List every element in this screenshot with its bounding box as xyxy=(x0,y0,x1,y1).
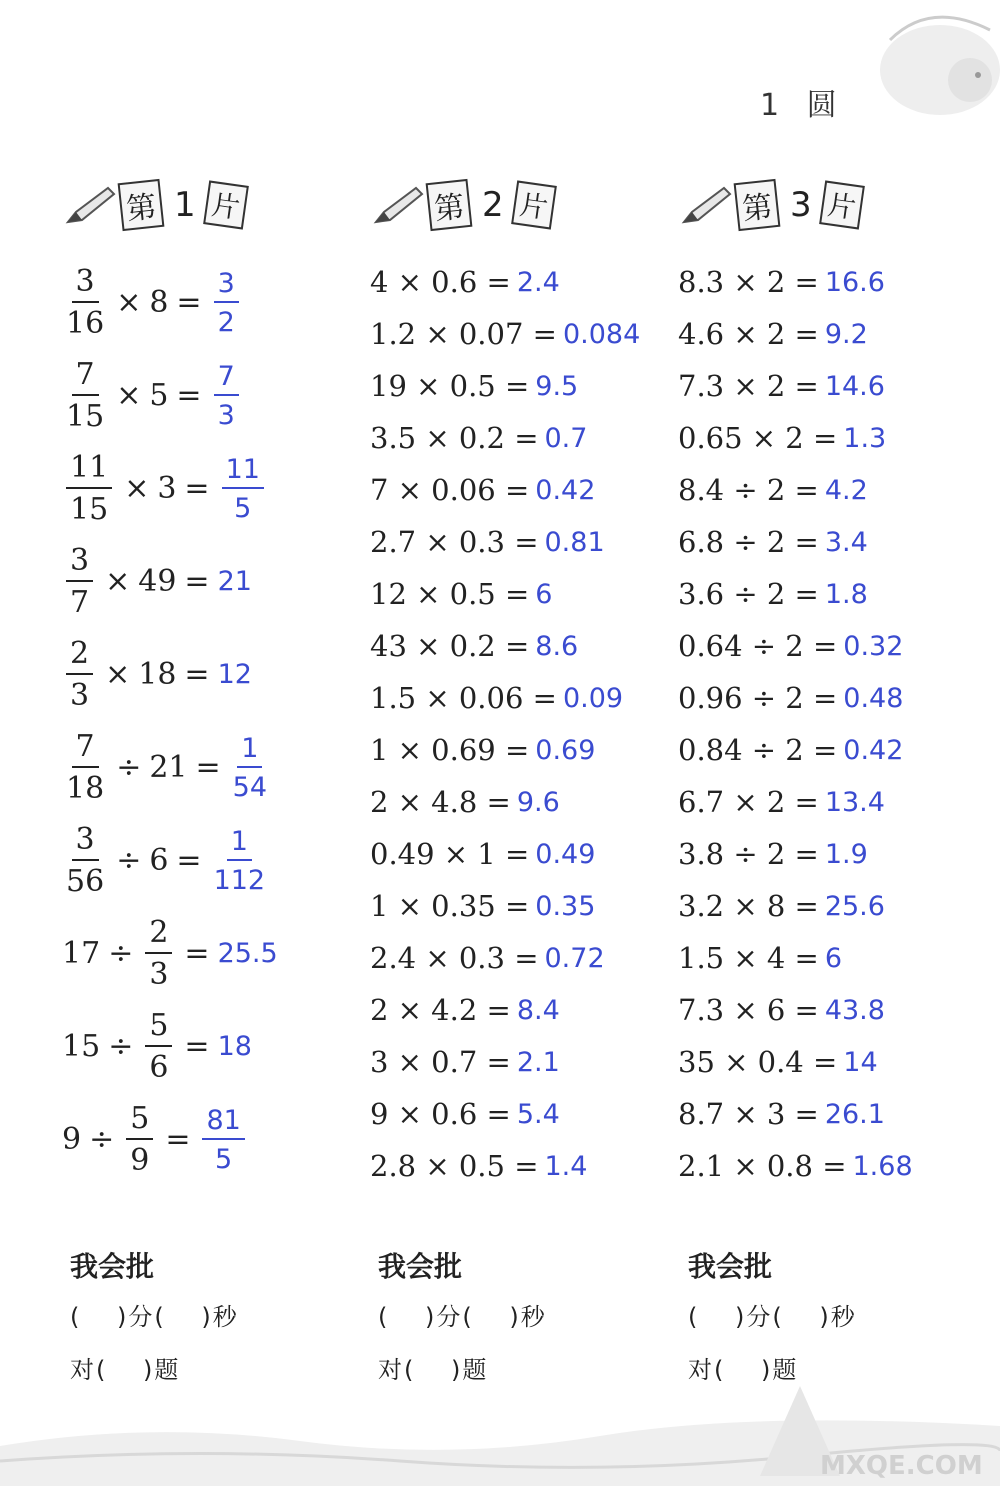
operator: × xyxy=(116,378,142,413)
answer: 1.3 xyxy=(843,422,887,454)
fraction xyxy=(66,263,105,341)
operand: 18 xyxy=(138,657,177,692)
problem-row xyxy=(370,880,670,932)
answer: 0.42 xyxy=(535,474,596,506)
operand: 5 xyxy=(149,378,169,413)
day-3-prefix: 第 xyxy=(734,179,781,231)
answer: 2.1 xyxy=(516,1046,560,1078)
numerator: 11 xyxy=(66,453,112,489)
problem-row xyxy=(370,620,670,672)
day-2-suffix: 片 xyxy=(511,180,557,229)
fraction xyxy=(66,542,93,620)
problem-row xyxy=(62,442,362,535)
equals-sign: = xyxy=(184,471,210,506)
problem-row xyxy=(370,1036,670,1088)
numerator: 2 xyxy=(145,918,172,954)
problem-row xyxy=(370,672,670,724)
answer: 2.4 xyxy=(516,266,560,298)
answer: 0.35 xyxy=(535,890,596,922)
fraction xyxy=(66,728,105,806)
problem-row xyxy=(678,828,978,880)
problem-row xyxy=(370,464,670,516)
problem-row xyxy=(678,308,978,360)
answer: 43.8 xyxy=(824,994,885,1026)
review-time: ( )分( )秒 xyxy=(70,1303,239,1331)
fraction xyxy=(126,1100,153,1178)
problem-row xyxy=(62,628,362,721)
question: 8.3 × 2 = xyxy=(678,265,819,299)
answer: 14 xyxy=(843,1046,878,1078)
operand: 49 xyxy=(138,564,177,599)
day-3-problems xyxy=(678,256,978,1192)
operator: ÷ xyxy=(108,1029,134,1064)
problem-row xyxy=(370,412,670,464)
problem-row xyxy=(62,1000,362,1093)
pencil-icon xyxy=(62,182,118,228)
equals-sign: = xyxy=(195,750,221,785)
denominator: 3 xyxy=(149,956,169,992)
problem-row xyxy=(678,516,978,568)
operator: × xyxy=(105,657,131,692)
day-1-prefix: 第 xyxy=(118,179,165,231)
numerator: 3 xyxy=(72,267,99,303)
day-1-number: 1 xyxy=(174,185,196,225)
question: 4.6 × 2 = xyxy=(678,317,819,351)
problem-row xyxy=(62,814,362,907)
day-3-suffix: 片 xyxy=(819,180,865,229)
equals-sign: = xyxy=(184,936,210,971)
answer: 0.09 xyxy=(562,682,624,714)
day-1-suffix: 片 xyxy=(203,180,249,229)
problem-row xyxy=(62,721,362,814)
question: 0.65 × 2 = xyxy=(678,421,838,455)
problem-row xyxy=(370,724,670,776)
problem-row xyxy=(370,308,670,360)
problem-row xyxy=(678,568,978,620)
problem-row xyxy=(678,256,978,308)
question: 0.64 ÷ 2 = xyxy=(678,629,838,663)
problem-row xyxy=(370,776,670,828)
problem-row xyxy=(678,360,978,412)
question: 43 × 0.2 = xyxy=(370,629,530,663)
day-1-column xyxy=(62,170,362,1186)
question: 35 × 0.4 = xyxy=(678,1045,838,1079)
numerator: 11 xyxy=(222,456,264,489)
equals-sign: = xyxy=(176,843,202,878)
operator: ÷ xyxy=(89,1122,115,1157)
unit-label: 圆 xyxy=(806,88,837,123)
answer: 25.6 xyxy=(824,890,885,922)
equals-sign: = xyxy=(165,1122,191,1157)
problem-row xyxy=(62,1093,362,1186)
answer-fraction xyxy=(213,825,266,896)
question: 7 × 0.06 = xyxy=(370,473,530,507)
review-title: 我会批 xyxy=(378,1250,463,1283)
operand: 17 xyxy=(62,936,101,971)
question: 2.4 × 0.3 = xyxy=(370,941,539,975)
day-2-column xyxy=(370,170,670,1192)
denominator: 5 xyxy=(215,1143,233,1175)
denominator: 9 xyxy=(130,1142,150,1178)
operand: 15 xyxy=(62,1029,101,1064)
question: 1 × 0.35 = xyxy=(370,889,530,923)
question: 19 × 0.5 = xyxy=(370,369,530,403)
review-correct: 对( )题 xyxy=(70,1356,181,1384)
watermark-text: MXQE.COM xyxy=(820,1451,983,1481)
problem-row xyxy=(62,535,362,628)
numerator: 5 xyxy=(126,1104,153,1140)
answer: 4.2 xyxy=(824,474,868,506)
answer: 12 xyxy=(217,659,252,690)
denominator: 3 xyxy=(217,399,235,431)
day-2-number: 2 xyxy=(482,185,504,225)
operator: × xyxy=(124,471,150,506)
day-1-title xyxy=(62,170,362,240)
fraction xyxy=(66,356,105,434)
operand: 3 xyxy=(157,471,177,506)
operand: 21 xyxy=(149,750,188,785)
answer: 16.6 xyxy=(824,266,885,298)
fraction xyxy=(66,449,112,527)
numerator: 1 xyxy=(227,828,252,861)
answer: 14.6 xyxy=(824,370,885,402)
fraction xyxy=(66,635,93,713)
answer: 9.5 xyxy=(535,370,579,402)
answer: 25.5 xyxy=(217,938,278,969)
answer: 6 xyxy=(535,578,553,610)
question: 3.6 ÷ 2 = xyxy=(678,577,819,611)
problem-row xyxy=(678,1036,978,1088)
denominator: 7 xyxy=(70,584,90,620)
denominator: 15 xyxy=(66,398,105,434)
page-header xyxy=(760,80,855,124)
day-3-number: 3 xyxy=(790,185,812,225)
answer: 8.4 xyxy=(516,994,560,1026)
question: 3.2 × 8 = xyxy=(678,889,819,923)
review-title: 我会批 xyxy=(70,1250,155,1283)
problem-row xyxy=(370,984,670,1036)
question: 6.7 × 2 = xyxy=(678,785,819,819)
numerator: 5 xyxy=(145,1011,172,1047)
question: 1.5 × 0.06 = xyxy=(370,681,557,715)
numerator: 7 xyxy=(72,360,99,396)
question: 12 × 0.5 = xyxy=(370,577,530,611)
equals-sign: = xyxy=(176,378,202,413)
question: 3 × 0.7 = xyxy=(370,1045,511,1079)
denominator: 56 xyxy=(66,863,105,899)
answer: 0.81 xyxy=(544,526,605,558)
question: 0.49 × 1 = xyxy=(370,837,530,871)
review-correct: 对( )题 xyxy=(378,1356,489,1384)
answer: 1.9 xyxy=(824,838,868,870)
problem-row xyxy=(370,516,670,568)
problem-row xyxy=(370,360,670,412)
question: 7.3 × 6 = xyxy=(678,993,819,1027)
denominator: 54 xyxy=(232,771,268,803)
denominator: 5 xyxy=(234,492,252,524)
problem-row xyxy=(370,256,670,308)
answer: 0.48 xyxy=(843,682,904,714)
question: 1.2 × 0.07 = xyxy=(370,317,557,351)
problem-row xyxy=(678,620,978,672)
review-time: ( )分( )秒 xyxy=(378,1303,547,1331)
problem-row xyxy=(370,1088,670,1140)
question: 3.8 ÷ 2 = xyxy=(678,837,819,871)
operand: 8 xyxy=(149,285,169,320)
operator: × xyxy=(105,564,131,599)
question: 9 × 0.6 = xyxy=(370,1097,511,1131)
problem-row xyxy=(62,256,362,349)
numerator: 2 xyxy=(66,639,93,675)
answer: 21 xyxy=(217,566,252,597)
denominator: 16 xyxy=(66,305,105,341)
problem-row xyxy=(370,1140,670,1192)
question: 0.96 ÷ 2 = xyxy=(678,681,838,715)
problem-row xyxy=(678,1088,978,1140)
answer-fraction xyxy=(202,1104,244,1175)
review-title: 我会批 xyxy=(688,1250,773,1283)
answer: 0.7 xyxy=(544,422,588,454)
day-3-title xyxy=(678,170,978,240)
answer-fraction xyxy=(214,360,239,431)
answer: 0.69 xyxy=(535,734,596,766)
question: 8.7 × 3 = xyxy=(678,1097,819,1131)
operator: ÷ xyxy=(108,936,134,971)
question: 2.1 × 0.8 = xyxy=(678,1149,847,1183)
problem-row xyxy=(678,984,978,1036)
problem-row xyxy=(678,932,978,984)
question: 8.4 ÷ 2 = xyxy=(678,473,819,507)
answer: 8.6 xyxy=(535,630,579,662)
question: 0.84 ÷ 2 = xyxy=(678,733,838,767)
day-2-problems xyxy=(370,256,670,1192)
answer: 9.6 xyxy=(516,786,560,818)
question: 2 × 4.2 = xyxy=(370,993,511,1027)
day-2-prefix: 第 xyxy=(426,179,473,231)
answer: 1.8 xyxy=(824,578,868,610)
equals-sign: = xyxy=(184,564,210,599)
answer: 5.4 xyxy=(516,1098,560,1130)
problem-row xyxy=(370,828,670,880)
day-3-column xyxy=(678,170,978,1192)
problem-row xyxy=(678,412,978,464)
denominator: 3 xyxy=(70,677,90,713)
answer: 1.4 xyxy=(544,1150,588,1182)
question: 2 × 4.8 = xyxy=(370,785,511,819)
answer: 0.32 xyxy=(843,630,904,662)
numerator: 3 xyxy=(214,270,239,303)
page-number: 1 xyxy=(760,88,780,123)
answer: 6 xyxy=(824,942,843,974)
problem-row xyxy=(62,907,362,1000)
problem-row xyxy=(678,776,978,828)
numerator: 3 xyxy=(72,825,99,861)
fraction xyxy=(66,821,105,899)
denominator: 6 xyxy=(149,1049,169,1085)
pencil-icon xyxy=(678,182,734,228)
problem-row xyxy=(678,1140,978,1192)
answer: 0.084 xyxy=(562,318,641,350)
question: 1.5 × 4 = xyxy=(678,941,819,975)
bottom-landscape-illustration xyxy=(0,1366,1000,1486)
question: 2.8 × 0.5 = xyxy=(370,1149,539,1183)
pencil-icon xyxy=(370,182,426,228)
answer-fraction xyxy=(222,453,264,524)
answer: 18 xyxy=(217,1031,252,1062)
denominator: 18 xyxy=(66,770,105,806)
fraction xyxy=(145,1007,172,1085)
answer-fraction xyxy=(214,267,239,338)
operator: × xyxy=(116,285,142,320)
question: 2.7 × 0.3 = xyxy=(370,525,539,559)
numerator: 81 xyxy=(202,1107,244,1140)
answer: 26.1 xyxy=(824,1098,885,1130)
operator: ÷ xyxy=(116,843,142,878)
denominator: 112 xyxy=(213,864,266,896)
question: 4 × 0.6 = xyxy=(370,265,511,299)
fraction xyxy=(145,914,172,992)
question: 7.3 × 2 = xyxy=(678,369,819,403)
operand: 6 xyxy=(149,843,169,878)
answer: 0.42 xyxy=(843,734,904,766)
numerator: 3 xyxy=(66,546,93,582)
numerator: 7 xyxy=(72,732,99,768)
operator: ÷ xyxy=(116,750,142,785)
question: 3.5 × 0.2 = xyxy=(370,421,539,455)
equals-sign: = xyxy=(184,657,210,692)
answer: 0.72 xyxy=(544,942,605,974)
problem-row xyxy=(370,568,670,620)
operand: 9 xyxy=(62,1122,82,1157)
answer: 3.4 xyxy=(824,526,868,558)
equals-sign: = xyxy=(176,285,202,320)
numerator: 7 xyxy=(214,363,239,396)
denominator: 2 xyxy=(217,306,235,338)
problem-row xyxy=(370,932,670,984)
denominator: 15 xyxy=(70,491,109,527)
problem-row xyxy=(678,880,978,932)
numerator: 1 xyxy=(237,735,262,768)
review-time: ( )分( )秒 xyxy=(688,1303,857,1331)
problem-row xyxy=(678,724,978,776)
day-2-title xyxy=(370,170,670,240)
answer: 9.2 xyxy=(824,318,868,350)
equals-sign: = xyxy=(184,1029,210,1064)
problem-row xyxy=(62,349,362,442)
question: 6.8 ÷ 2 = xyxy=(678,525,819,559)
answer: 13.4 xyxy=(824,786,885,818)
answer: 0.49 xyxy=(535,838,596,870)
problem-row xyxy=(678,464,978,516)
day-1-problems xyxy=(62,256,362,1186)
answer-fraction xyxy=(232,732,268,803)
review-correct: 对( )题 xyxy=(688,1356,799,1384)
question: 1 × 0.69 = xyxy=(370,733,530,767)
problem-row xyxy=(678,672,978,724)
answer: 1.68 xyxy=(852,1150,913,1182)
